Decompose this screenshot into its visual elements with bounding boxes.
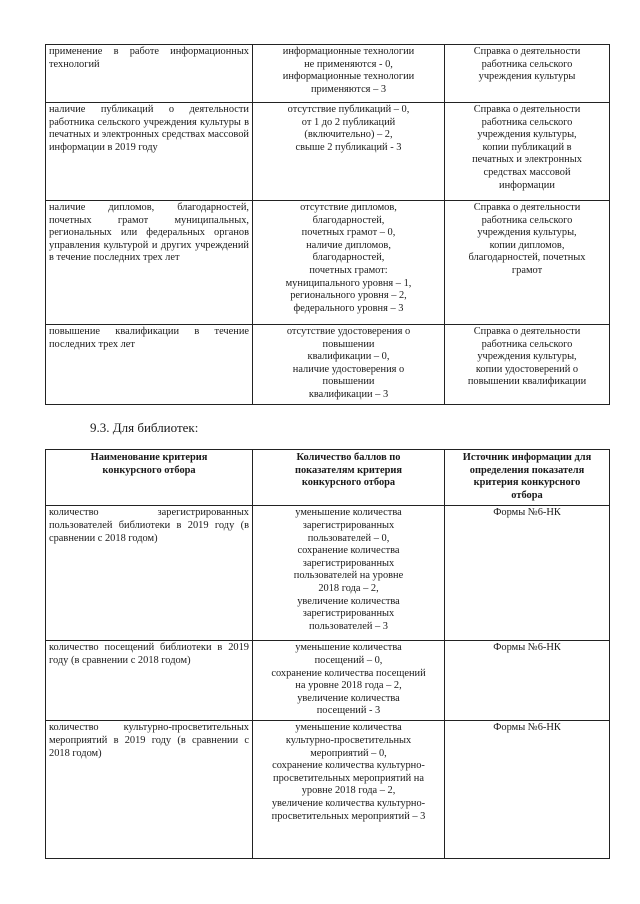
scores-line: сохранение количества посещений xyxy=(271,667,426,679)
table-row xyxy=(46,103,610,201)
scores-line: не применяются - 0, xyxy=(304,58,393,70)
scores-line: информационные технологии xyxy=(282,46,415,57)
scores-cell xyxy=(253,721,445,859)
scores-line: зарегистрированных xyxy=(302,557,395,569)
scores-line: благодарностей, xyxy=(312,214,385,226)
scores-line: культурно-просветительных xyxy=(285,734,412,746)
source-line: Формы №6-НК xyxy=(493,507,561,519)
scores-cell xyxy=(253,641,445,721)
source-line: Справка о деятельности xyxy=(473,104,581,115)
scores-cell xyxy=(253,506,445,641)
source-line: Справка о деятельности xyxy=(473,326,581,337)
source-line: копии удостоверений о xyxy=(475,363,579,375)
scores-line: повышении xyxy=(322,338,375,350)
scores-line: отсутствие публикаций – 0, xyxy=(287,104,410,115)
scores-line: посещений – 0, xyxy=(314,654,383,666)
scores-line: (включительно) – 2, xyxy=(304,129,393,141)
source-cell xyxy=(445,103,610,201)
column-header-scores xyxy=(253,450,445,506)
scores-line: уровне 2018 года – 2, xyxy=(301,785,396,797)
scores-line: пользователей – 0, xyxy=(307,532,390,544)
source-line: благодарностей, почетных xyxy=(468,252,586,264)
table-row xyxy=(46,721,610,859)
header-line: показателям критерия xyxy=(294,464,402,476)
header-line: Количество баллов по xyxy=(296,452,401,463)
scores-line: почетных грамот: xyxy=(309,264,388,276)
scores-line: просветительных мероприятий – 3 xyxy=(271,810,426,822)
scores-line: увеличение количества xyxy=(297,595,400,607)
scores-line: информационные технологии xyxy=(282,71,415,83)
source-line: Справка о деятельности xyxy=(473,46,581,57)
source-line: копии публикаций в xyxy=(482,141,572,153)
source-cell xyxy=(445,641,610,721)
scores-cell xyxy=(253,45,445,103)
source-cell xyxy=(445,201,610,325)
source-line: работника сельского xyxy=(481,116,573,128)
scores-line: почетных грамот – 0, xyxy=(301,227,396,239)
source-line: средствах массовой xyxy=(483,166,571,178)
scores-line: сохранение количества культурно- xyxy=(272,760,425,772)
scores-line: наличие удостоверения о xyxy=(292,363,405,375)
scores-line: сохранение количества xyxy=(297,545,400,557)
scores-line: зарегистрированных xyxy=(302,608,395,620)
source-line: Формы №6-НК xyxy=(493,722,561,734)
source-line: печатных и электронных xyxy=(472,154,582,166)
source-cell xyxy=(445,325,610,405)
scores-line: свыше 2 публикаций - 3 xyxy=(295,141,402,153)
scores-line: квалификации – 3 xyxy=(308,388,389,400)
header-line: критерия конкурсного xyxy=(473,477,581,489)
source-line: повышении квалификации xyxy=(467,376,587,388)
scores-line: наличие дипломов, xyxy=(306,239,391,251)
table-row xyxy=(46,45,610,103)
source-line: учреждения культуры, xyxy=(477,129,577,141)
scores-line: муниципального уровня – 1, xyxy=(285,277,412,289)
source-line: грамот xyxy=(511,264,543,276)
column-header-criterion xyxy=(46,450,253,506)
scores-line: регионального уровня – 2, xyxy=(290,290,407,302)
criterion-cell: количество зарегистрированных пользователей библиотеки в 2019 году (в сравнении с 2018 годом) xyxy=(46,506,253,641)
source-cell xyxy=(445,721,610,859)
criterion-cell: применение в работе информационных технологий xyxy=(46,45,253,103)
source-line: Справка о деятельности xyxy=(473,202,581,213)
criteria-table-continued xyxy=(45,44,610,405)
source-line: учреждения культуры, xyxy=(477,227,577,239)
table-header-row xyxy=(46,450,610,506)
source-line: учреждения культуры, xyxy=(477,351,577,363)
scores-line: увеличение количества культурно- xyxy=(271,797,426,809)
source-line: Формы №6-НК xyxy=(493,642,561,654)
scores-line: просветительных мероприятий на xyxy=(273,772,424,784)
scores-line: отсутствие дипломов, xyxy=(300,202,397,213)
source-cell xyxy=(445,45,610,103)
scores-cell xyxy=(253,103,445,201)
table-row xyxy=(46,201,610,325)
column-header-source xyxy=(445,450,610,506)
header-line: Источник информации для xyxy=(462,452,592,463)
scores-line: уменьшение количества xyxy=(295,722,402,734)
source-line: работника сельского xyxy=(481,338,573,350)
source-cell xyxy=(445,506,610,641)
scores-line: посещений - 3 xyxy=(316,705,381,717)
source-line: работника сельского xyxy=(481,214,573,226)
scores-cell xyxy=(253,325,445,405)
scores-line: пользователей на уровне xyxy=(293,570,404,582)
criterion-cell: повышение квалификации в течение последних трех лет xyxy=(46,325,253,405)
library-criteria-table xyxy=(45,449,610,859)
criterion-cell: количество посещений библиотеки в 2019 году (в сравнении с 2018 годом) xyxy=(46,641,253,721)
header-line: Наименование критерия xyxy=(90,452,208,463)
scores-line: зарегистрированных xyxy=(302,519,395,531)
criterion-cell: наличие дипломов, благодарностей, почетных грамот муниципальных, региональных или федеральных органов управления культурой и других учреждений в течение последних трех лет xyxy=(46,201,253,325)
scores-line: повышении xyxy=(322,376,375,388)
scores-line: применяются – 3 xyxy=(310,83,387,95)
section-heading: 9.3. Для библиотек: xyxy=(90,420,199,435)
header-line: конкурсного отбора xyxy=(102,464,196,476)
source-line: работника сельского xyxy=(481,58,573,70)
header-line: конкурсного отбора xyxy=(301,477,396,489)
scores-line: уменьшение количества xyxy=(295,507,402,519)
table-row xyxy=(46,641,610,721)
scores-line: увеличение количества xyxy=(297,692,400,704)
criterion-cell: количество культурно-просветительных мероприятий в 2019 году (в сравнении с 2018 годом) xyxy=(46,721,253,859)
scores-line: пользователей – 3 xyxy=(309,620,388,632)
header-line: определения показателя xyxy=(469,464,585,476)
scores-line: 2018 года – 2, xyxy=(318,582,379,594)
source-line: учреждения культуры xyxy=(478,71,576,83)
scores-line: квалификации – 0, xyxy=(307,351,390,363)
scores-cell xyxy=(253,201,445,325)
scores-line: уменьшение количества xyxy=(295,642,402,654)
scores-line: на уровне 2018 года – 2, xyxy=(295,680,402,692)
table-row xyxy=(46,506,610,641)
source-line: копии дипломов, xyxy=(489,239,565,251)
header-line: отбора xyxy=(511,489,543,501)
table-row xyxy=(46,325,610,405)
scores-line: благодарностей, xyxy=(312,252,385,264)
scores-line: мероприятий – 0, xyxy=(310,747,387,759)
scores-line: от 1 до 2 публикаций xyxy=(301,116,396,128)
criterion-cell: наличие публикаций о деятельности работника сельского учреждения культуры в печатных и электронных средствах массовой информации в 2019 году xyxy=(46,103,253,201)
scores-line: федерального уровня – 3 xyxy=(293,302,404,314)
source-line: информации xyxy=(499,179,555,191)
scores-line: отсутствие удостоверения о xyxy=(286,326,411,337)
